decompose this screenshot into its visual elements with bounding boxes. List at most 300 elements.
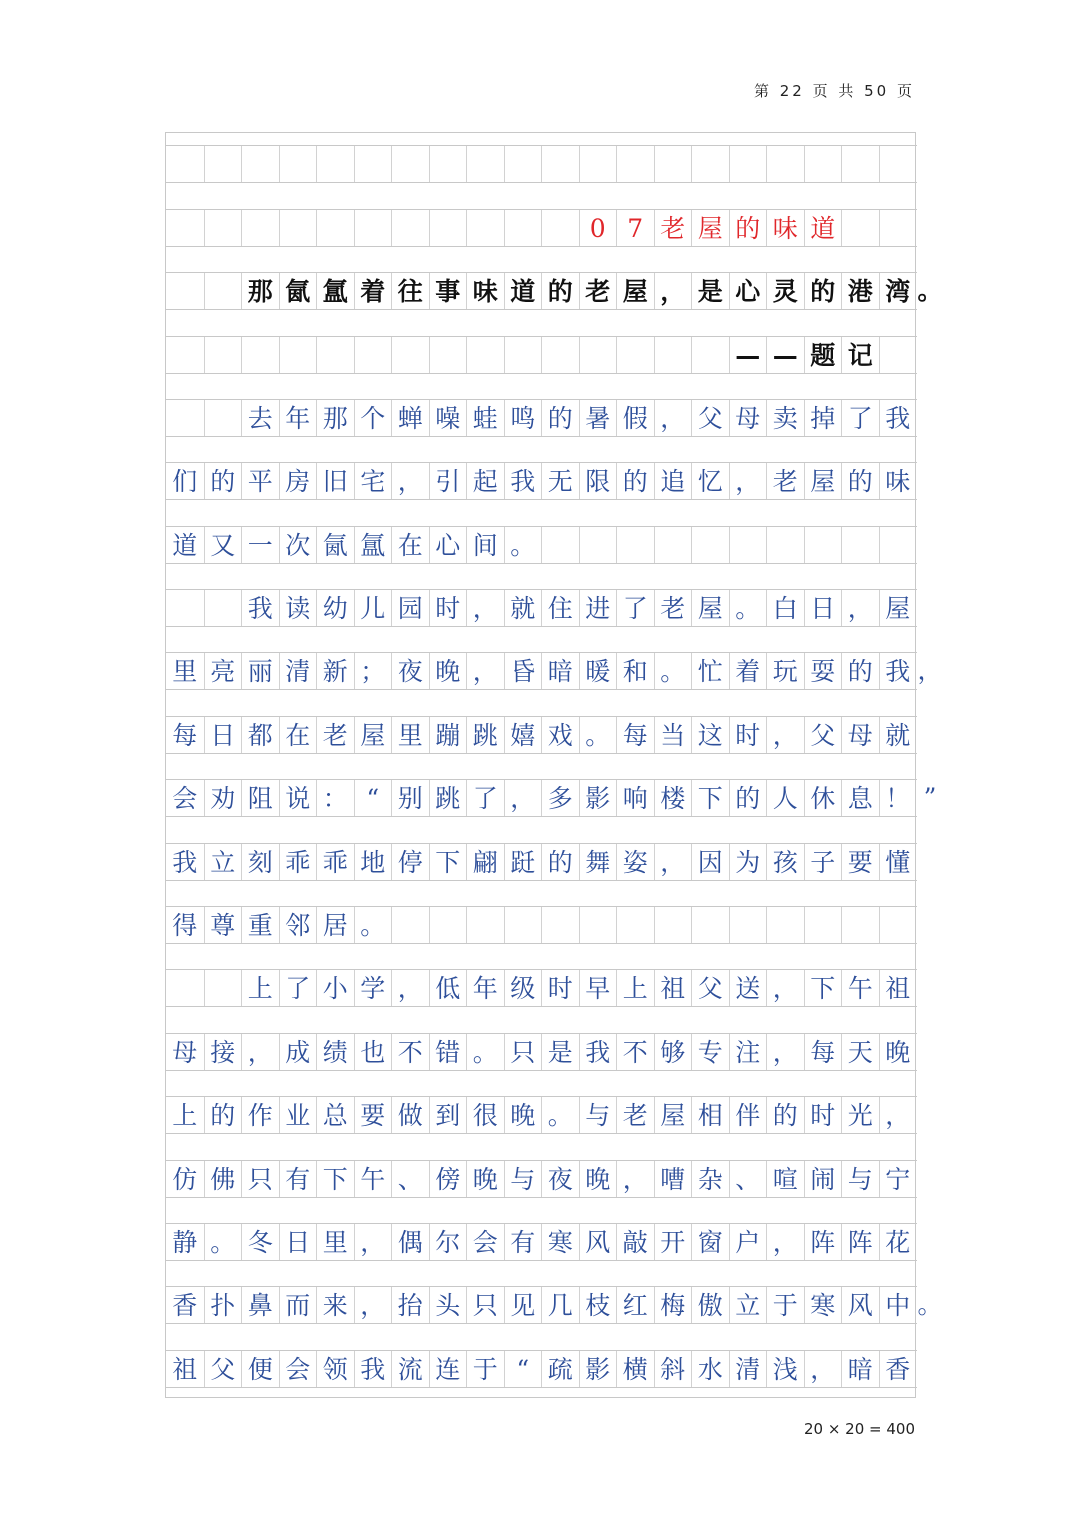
grid-cell: [654, 337, 692, 373]
grid-cell: 幼: [316, 590, 354, 626]
grid-cell: ，: [354, 1287, 392, 1323]
grid-cell: 老: [579, 273, 617, 309]
grid-cell: [616, 146, 654, 182]
grid-cell: 上: [172, 1100, 198, 1130]
grid-cell: 。: [541, 1097, 579, 1133]
grid-cell: 着: [729, 653, 767, 689]
grid-cell: 老: [766, 463, 804, 499]
grid-cell: [691, 146, 729, 182]
grid-cell: 房: [279, 463, 317, 499]
grid-cell: 影: [579, 1351, 617, 1387]
grid-cell: 成: [279, 1034, 317, 1070]
grid-cell: [654, 527, 692, 563]
grid-cell: [204, 400, 242, 436]
grid-cell: 午: [354, 1161, 392, 1197]
grid-cell: 新: [316, 653, 354, 689]
grid-cell: 偶: [391, 1224, 429, 1260]
grid-cell: 下: [804, 970, 842, 1006]
grid-cell: 午: [841, 970, 879, 1006]
grid-cell: 接: [204, 1034, 242, 1070]
grid-cell: [616, 337, 654, 373]
grid-cell: [391, 907, 429, 943]
grid-cell: 跳: [466, 717, 504, 753]
grid-cell: [841, 527, 879, 563]
grid-cell: [766, 907, 804, 943]
grid-cell: 早: [579, 970, 617, 1006]
grid-cell: 氲: [316, 273, 354, 309]
grid-cell: [729, 146, 767, 182]
grid-cell: 当: [654, 717, 692, 753]
grid-cell: [616, 907, 654, 943]
grid-cell: ，: [466, 590, 504, 626]
grid-cell: 宅: [354, 463, 392, 499]
grid-cell: 会: [466, 1224, 504, 1260]
grid-cell: 的: [204, 1097, 242, 1133]
grid-cell: 我: [879, 653, 917, 689]
grid-cell: 心: [429, 527, 467, 563]
grid-cell: 道: [172, 530, 198, 560]
grid-cell: 敲: [616, 1224, 654, 1260]
grid-cell: [429, 337, 467, 373]
grid-cell: 了: [466, 780, 504, 816]
grid-row: [166, 1223, 917, 1261]
grid-cell: 傲: [691, 1287, 729, 1323]
grid-cell: 的: [729, 780, 767, 816]
grid-row: [166, 1033, 917, 1071]
grid-row: [166, 969, 917, 1007]
grid-cell: 斜: [654, 1351, 692, 1387]
grid-cell: 上: [241, 970, 279, 1006]
grid-cell: ；: [354, 653, 392, 689]
grid-cell: 有: [504, 1224, 542, 1260]
grid-cell: 佛: [204, 1161, 242, 1197]
grid-cell: 耍: [804, 653, 842, 689]
grid-cell: 题: [804, 337, 842, 373]
grid-cell: 与: [841, 1161, 879, 1197]
grid-cell: 枝: [579, 1287, 617, 1323]
grid-cell: [541, 210, 579, 246]
grid-cell: 读: [279, 590, 317, 626]
grid-cell: 年: [466, 970, 504, 1006]
grid-cell: 了: [279, 970, 317, 1006]
grid-cell: 业: [279, 1097, 317, 1133]
grid-cell: 的: [204, 463, 242, 499]
grid-cell: 寒: [804, 1287, 842, 1323]
grid-row: [166, 1286, 917, 1324]
grid-cell: 为: [729, 844, 767, 880]
grid-cell: [391, 210, 429, 246]
grid-cell: 了: [616, 590, 654, 626]
grid-cell: 暖: [579, 653, 617, 689]
grid-cell: 都: [241, 717, 279, 753]
grid-cell: 日: [279, 1224, 317, 1260]
overflow-punctuation: ，: [917, 655, 943, 685]
grid-cell: 老: [654, 210, 692, 246]
grid-cell: ，: [804, 1351, 842, 1387]
grid-cell: 儿: [354, 590, 392, 626]
grid-cell: 说: [279, 780, 317, 816]
grid-cell: 疏: [541, 1351, 579, 1387]
grid-cell: 只: [466, 1287, 504, 1323]
grid-cell: 喧: [766, 1161, 804, 1197]
grid-cell: [504, 146, 542, 182]
grid-cell: 闹: [804, 1161, 842, 1197]
grid-cell: [166, 273, 204, 309]
grid-cell: 休: [804, 780, 842, 816]
grid-cell: 要: [354, 1097, 392, 1133]
grid-cell: 掉: [804, 400, 842, 436]
grid-cell: 地: [354, 844, 392, 880]
grid-cell: ，: [766, 970, 804, 1006]
grid-cell: 。: [579, 717, 617, 753]
grid-cell: 楼: [654, 780, 692, 816]
grid-cell: 冬: [241, 1224, 279, 1260]
grid-cell: [691, 337, 729, 373]
grid-cell: —: [729, 337, 767, 373]
grid-cell: 风: [841, 1287, 879, 1323]
grid-cell: 低: [429, 970, 467, 1006]
grid-cell: [466, 337, 504, 373]
grid-cell: 作: [241, 1097, 279, 1133]
grid-cell: —: [766, 337, 804, 373]
grid-cell: 于: [766, 1287, 804, 1323]
grid-cell: ，: [391, 463, 429, 499]
grid-cell: [354, 146, 392, 182]
grid-cell: 光: [841, 1097, 879, 1133]
grid-cell: [541, 907, 579, 943]
grid-cell: [204, 210, 242, 246]
grid-cell: 只: [504, 1034, 542, 1070]
page-number: 第 22 页 共 50 页: [753, 82, 915, 100]
grid-cell: [279, 146, 317, 182]
grid-cell: 与: [504, 1161, 542, 1197]
grid-cell: 我: [579, 1034, 617, 1070]
grid-cell: 屋: [616, 273, 654, 309]
grid-cell: 红: [616, 1287, 654, 1323]
grid-cell: 伴: [729, 1097, 767, 1133]
grid-cell: 不: [391, 1034, 429, 1070]
grid-cell: ，: [504, 780, 542, 816]
grid-cell: 屋: [654, 1097, 692, 1133]
grid-cell: [804, 907, 842, 943]
grid-cell: 噪: [429, 400, 467, 436]
grid-cell: ，: [616, 1161, 654, 1197]
grid-cell: 晚: [579, 1161, 617, 1197]
grid-cell: “: [354, 780, 392, 816]
grid-cell: 祖: [172, 1354, 198, 1384]
grid-cell: 跳: [429, 780, 467, 816]
grid-cell: 味: [879, 463, 917, 499]
grid-cell: 人: [766, 780, 804, 816]
grid-cell: 跹: [504, 844, 542, 880]
overflow-punctuation: 。: [917, 275, 943, 305]
grid-cell: 寒: [541, 1224, 579, 1260]
grid-cell: 时: [541, 970, 579, 1006]
grid-cell: 一: [241, 527, 279, 563]
grid-cell: 够: [654, 1034, 692, 1070]
grid-cell: 里: [316, 1224, 354, 1260]
grid-cell: 户: [729, 1224, 767, 1260]
grid-cell: 我: [172, 847, 198, 877]
grid-cell: 的: [541, 273, 579, 309]
grid-cell: 道: [804, 210, 842, 246]
grid-cell: 懂: [879, 844, 917, 880]
grid-cell: 姿: [616, 844, 654, 880]
grid-cell: 、: [729, 1161, 767, 1197]
grid-cell: [354, 337, 392, 373]
grid-cell: 母: [841, 717, 879, 753]
grid-cell: 扑: [204, 1287, 242, 1323]
grid-cell: 父: [804, 717, 842, 753]
manuscript-grid-sheet: [165, 132, 916, 1398]
grid-cell: 翩: [466, 844, 504, 880]
grid-cell: [616, 527, 654, 563]
grid-cell: 港: [841, 273, 879, 309]
grid-cell: 的: [541, 400, 579, 436]
grid-cell: 老: [616, 1097, 654, 1133]
grid-cell: [579, 527, 617, 563]
grid-cell: 阵: [841, 1224, 879, 1260]
grid-cell: [691, 527, 729, 563]
grid-cell: [766, 527, 804, 563]
grid-cell: 花: [879, 1224, 917, 1260]
grid-cell: 重: [241, 907, 279, 943]
grid-cell: 事: [429, 273, 467, 309]
grid-cell: 和: [616, 653, 654, 689]
grid-cell: 夜: [391, 653, 429, 689]
grid-cell: 暗: [841, 1351, 879, 1387]
grid-cell: 屋: [691, 210, 729, 246]
grid-cell: 年: [279, 400, 317, 436]
grid-row: [166, 526, 917, 564]
grid-cell: ，: [766, 1034, 804, 1070]
grid-cell: [504, 210, 542, 246]
grid-cell: 每: [616, 717, 654, 753]
grid-cell: 开: [654, 1224, 692, 1260]
grid-cell: ：: [316, 780, 354, 816]
grid-row: [166, 843, 917, 881]
grid-cell: 老: [654, 590, 692, 626]
grid-cell: [841, 907, 879, 943]
grid-cell: 平: [241, 463, 279, 499]
grid-cell: 戏: [541, 717, 579, 753]
grid-cell: [354, 210, 392, 246]
grid-cell: 也: [354, 1034, 392, 1070]
grid-cell: 旧: [316, 463, 354, 499]
grid-cell: 又: [204, 527, 242, 563]
grid-cell: 玩: [766, 653, 804, 689]
grid-cell: 有: [279, 1161, 317, 1197]
grid-cell: 上: [616, 970, 654, 1006]
grid-cell: 连: [429, 1351, 467, 1387]
grid-cell: 会: [172, 783, 198, 813]
grid-row: [166, 779, 917, 817]
grid-row: [166, 906, 917, 944]
grid-row: [166, 589, 917, 627]
grid-cell: [466, 146, 504, 182]
grid-cell: 下: [316, 1161, 354, 1197]
grid-cell: 窗: [691, 1224, 729, 1260]
grid-cell: [541, 527, 579, 563]
grid-cell: 下: [691, 780, 729, 816]
grid-cell: 里: [172, 656, 198, 686]
grid-cell: [166, 146, 204, 182]
grid-cell: 心: [729, 273, 767, 309]
grid-cell: 卖: [766, 400, 804, 436]
grid-cell: [504, 337, 542, 373]
grid-cell: 抬: [391, 1287, 429, 1323]
grid-cell: 浅: [766, 1351, 804, 1387]
grid-cell: [729, 907, 767, 943]
grid-cell: 我: [879, 400, 917, 436]
grid-cell: 很: [466, 1097, 504, 1133]
grid-cell: 领: [316, 1351, 354, 1387]
grid-cell: 注: [729, 1034, 767, 1070]
grid-cell: 送: [729, 970, 767, 1006]
grid-cell: 仿: [172, 1164, 198, 1194]
grid-cell: 不: [616, 1034, 654, 1070]
grid-cell: 于: [466, 1351, 504, 1387]
grid-cell: 得: [172, 910, 198, 940]
grid-cell: 的: [804, 273, 842, 309]
grid-cell: 氤: [316, 527, 354, 563]
grid-cell: 中: [879, 1287, 917, 1323]
grid-cell: 园: [391, 590, 429, 626]
grid-cell: 味: [466, 273, 504, 309]
grid-cell: [279, 337, 317, 373]
grid-cell: 母: [729, 400, 767, 436]
grid-cell: 居: [316, 907, 354, 943]
grid-cell: 这: [691, 717, 729, 753]
grid-cell: 嘈: [654, 1161, 692, 1197]
grid-cell: ，: [654, 273, 692, 309]
grid-row: [166, 272, 917, 310]
grid-cell: 息: [841, 780, 879, 816]
grid-cell: [579, 907, 617, 943]
grid-cell: 鸣: [504, 400, 542, 436]
grid-cell: 蛙: [466, 400, 504, 436]
grid-cell: 劝: [204, 780, 242, 816]
grid-cell: 丽: [241, 653, 279, 689]
grid-cell: 。: [654, 653, 692, 689]
grid-cell: 、: [391, 1161, 429, 1197]
grid-cell: 学: [354, 970, 392, 1006]
grid-cell: 风: [579, 1224, 617, 1260]
grid-cell: [654, 907, 692, 943]
grid-cell: [166, 590, 204, 626]
grid-cell: 屋: [879, 590, 917, 626]
grid-cell: [316, 337, 354, 373]
grid-cell: 晚: [429, 653, 467, 689]
grid-cell: 横: [616, 1351, 654, 1387]
grid-cell: 暑: [579, 400, 617, 436]
grid-cell: 尔: [429, 1224, 467, 1260]
grid-cell: [841, 210, 879, 246]
grid-cell: 忆: [691, 463, 729, 499]
grid-cell: 响: [616, 780, 654, 816]
grid-cell: 假: [616, 400, 654, 436]
grid-cell: 乖: [279, 844, 317, 880]
grid-row: [166, 716, 917, 754]
grid-cell: 屋: [804, 463, 842, 499]
grid-cell: 尊: [204, 907, 242, 943]
grid-cell: 每: [172, 720, 198, 750]
grid-cell: 我: [504, 463, 542, 499]
grid-cell: 白: [766, 590, 804, 626]
grid-cell: 昏: [504, 653, 542, 689]
grid-cell: 而: [279, 1287, 317, 1323]
grid-row: [166, 1350, 917, 1388]
grid-count-note: 20 × 20 = 400: [803, 1420, 915, 1438]
grid-cell: 祖: [879, 970, 917, 1006]
grid-cell: 子: [804, 844, 842, 880]
grid-cell: 错: [429, 1034, 467, 1070]
grid-cell: [166, 970, 204, 1006]
grid-cell: 道: [504, 273, 542, 309]
grid-cell: 梅: [654, 1287, 692, 1323]
grid-cell: 氤: [279, 273, 317, 309]
grid-cell: 几: [541, 1287, 579, 1323]
grid-cell: 次: [279, 527, 317, 563]
grid-cell: 杂: [691, 1161, 729, 1197]
grid-row: [166, 145, 917, 183]
grid-cell: 灵: [766, 273, 804, 309]
grid-cell: 要: [841, 844, 879, 880]
grid-cell: 与: [579, 1097, 617, 1133]
grid-cell: 宁: [879, 1161, 917, 1197]
grid-cell: 刻: [241, 844, 279, 880]
grid-cell: [841, 146, 879, 182]
grid-cell: [391, 146, 429, 182]
grid-cell: ，: [841, 590, 879, 626]
grid-cell: [391, 337, 429, 373]
grid-cell: 别: [391, 780, 429, 816]
grid-cell: 往: [391, 273, 429, 309]
grid-cell: “: [504, 1351, 542, 1387]
grid-cell: 时: [804, 1097, 842, 1133]
grid-cell: [166, 210, 204, 246]
grid-cell: 氲: [354, 527, 392, 563]
grid-cell: [429, 907, 467, 943]
grid-cell: [204, 590, 242, 626]
grid-cell: 时: [729, 717, 767, 753]
grid-cell: 祖: [654, 970, 692, 1006]
grid-cell: [729, 527, 767, 563]
grid-cell: 。: [204, 1224, 242, 1260]
grid-cell: [879, 527, 917, 563]
grid-cell: 是: [541, 1034, 579, 1070]
grid-cell: 清: [729, 1351, 767, 1387]
grid-cell: [579, 146, 617, 182]
grid-cell: 是: [691, 273, 729, 309]
grid-cell: [316, 146, 354, 182]
grid-cell: ，: [241, 1034, 279, 1070]
grid-cell: [466, 907, 504, 943]
grid-cell: ，: [766, 1224, 804, 1260]
grid-cell: 相: [691, 1097, 729, 1133]
grid-cell: 香: [879, 1351, 917, 1387]
grid-cell: [204, 146, 242, 182]
overflow-punctuation: ”: [923, 782, 937, 812]
grid-cell: 的: [729, 210, 767, 246]
grid-cell: 鼻: [241, 1287, 279, 1323]
grid-cell: ，: [354, 1224, 392, 1260]
grid-cell: 时: [429, 590, 467, 626]
grid-cell: 就: [879, 717, 917, 753]
grid-cell: 立: [204, 844, 242, 880]
grid-cell: 去: [241, 400, 279, 436]
grid-cell: 记: [841, 337, 879, 373]
